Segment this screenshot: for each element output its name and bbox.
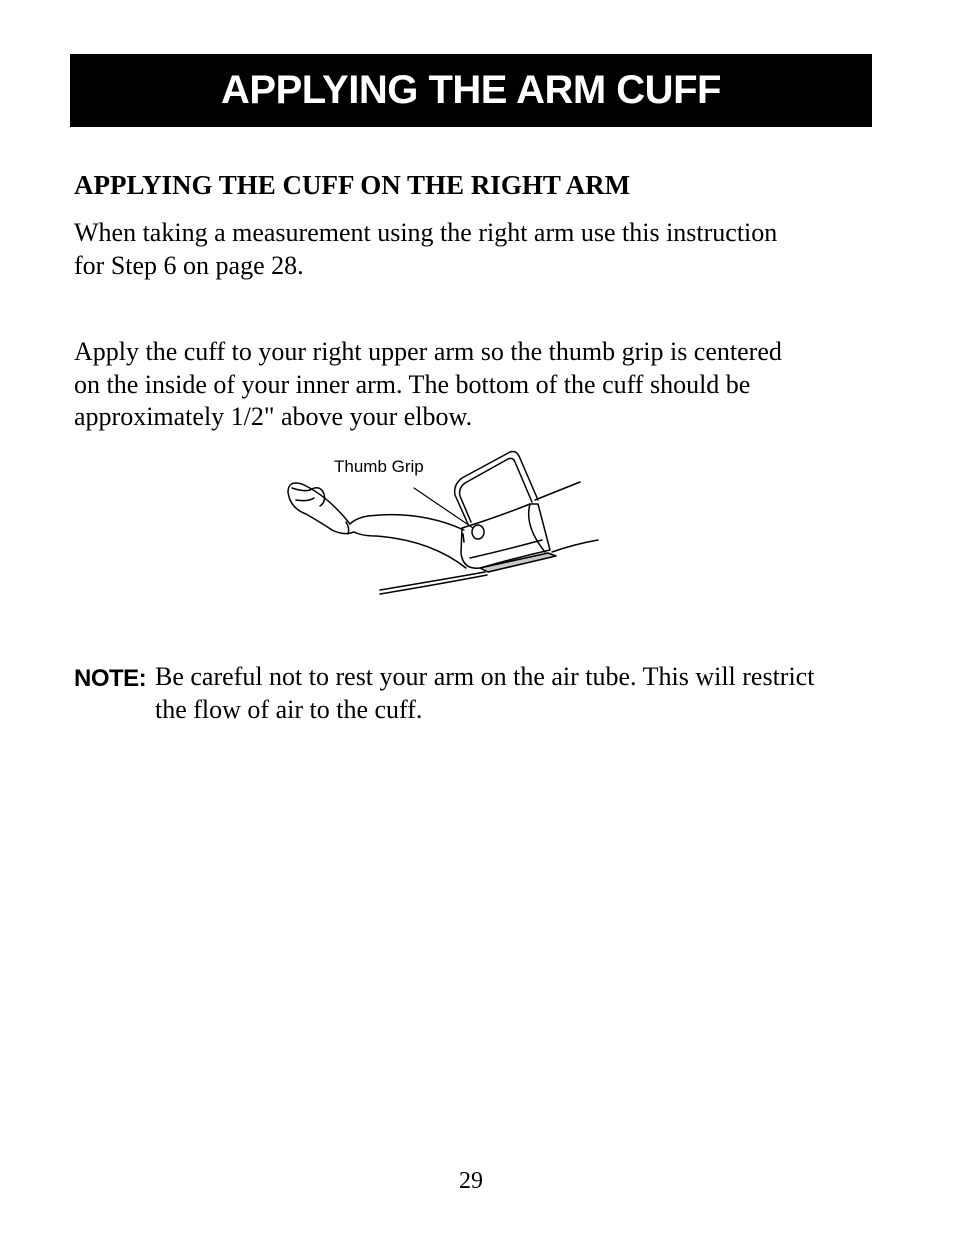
cuff-bottom-shadow <box>480 553 556 572</box>
cuff-band-edge <box>529 504 545 552</box>
note-label: NOTE: <box>74 665 147 692</box>
page-title: APPLYING THE ARM CUFF <box>221 68 721 112</box>
instruction-line: Apply the cuff to your right upper arm so the thumb grip is centered <box>74 337 782 366</box>
air-tube <box>380 572 485 590</box>
cuff-flap-inner <box>460 458 532 522</box>
section-heading: APPLYING THE CUFF ON THE RIGHT ARM <box>74 170 631 200</box>
forearm-top <box>350 515 464 530</box>
instruction-line: approximately 1/2" above your elbow. <box>74 402 473 431</box>
wrist-crease <box>346 522 349 534</box>
finger-1 <box>292 488 310 491</box>
cuff-band-line <box>470 540 542 558</box>
arm-cuff-illustration <box>280 440 610 610</box>
thumb-grip-callout: Thumb Grip <box>334 457 424 476</box>
intro-paragraph <box>74 217 777 282</box>
thumb-grip <box>472 525 484 539</box>
upper-arm-underside <box>552 540 598 552</box>
upper-arm-outline <box>535 482 580 500</box>
page-title-banner <box>70 54 872 127</box>
instruction-line: on the inside of your inner arm. The bottom of the cuff should be <box>74 369 751 399</box>
page-number: 29 <box>459 1168 483 1194</box>
cuff-mark <box>463 534 464 542</box>
intro-line: for Step 6 on page 28. <box>74 250 304 280</box>
note-line: the flow of air to the cuff. <box>155 694 423 724</box>
intro-line: When taking a measurement using the right arm use this instruction <box>74 218 778 247</box>
finger-2 <box>296 498 314 501</box>
air-tube-edge <box>380 575 487 594</box>
note-text <box>155 661 814 726</box>
hand-outline <box>288 483 354 534</box>
note-line: Be careful not to rest your arm on the air tube. This will restrict <box>155 662 815 691</box>
forearm-bottom <box>354 532 466 568</box>
instruction-paragraph <box>74 336 782 434</box>
